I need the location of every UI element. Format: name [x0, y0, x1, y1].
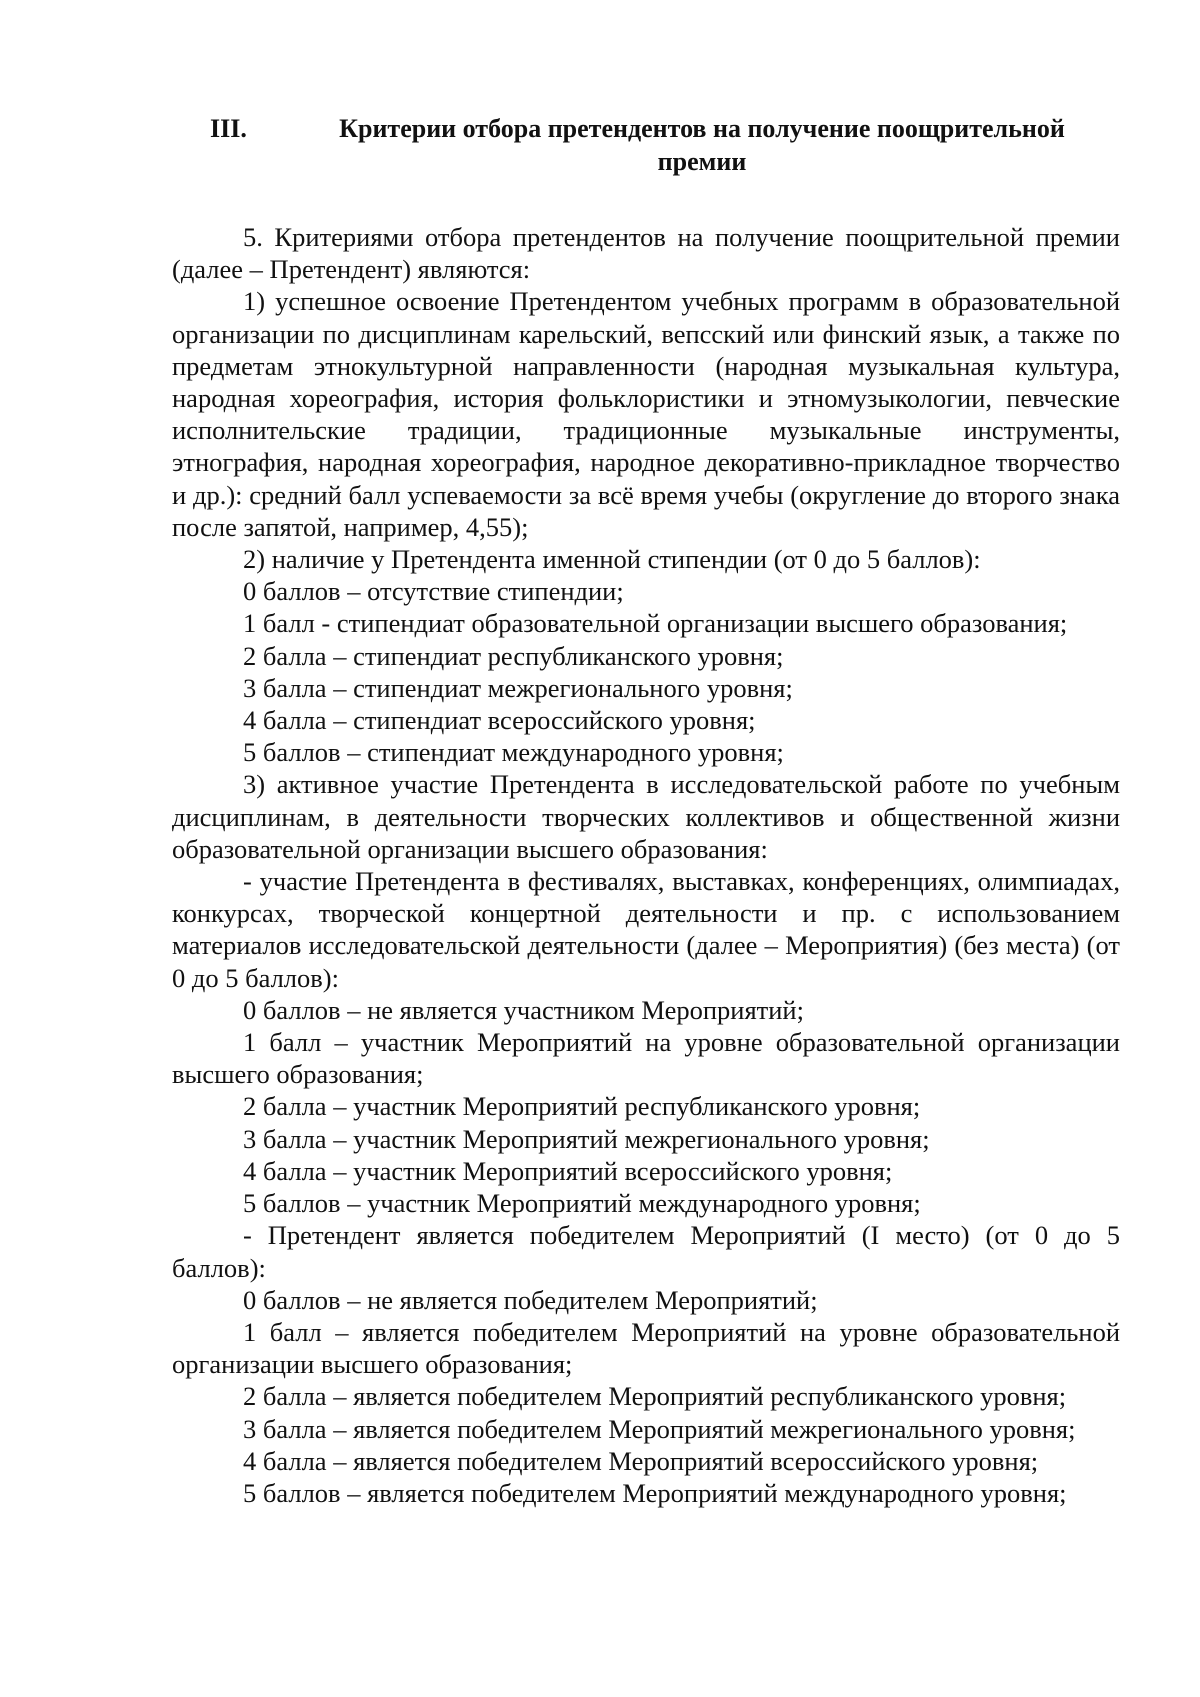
paragraph-winner: - Претендент является победителем Мероприятий (I место) (от 0 до 5 баллов): — [172, 1220, 1120, 1283]
section-heading — [172, 112, 1120, 178]
list-item: 0 баллов – не является победителем Мероприятий; — [243, 1284, 818, 1315]
section-title: Критерии отбора претендентов на получение поощрительной премии — [339, 114, 1065, 176]
list-item: 1 балл - стипендиат образовательной организации высшего образования; — [243, 608, 1068, 639]
list-item: 2 балла – стипендиат республиканского уровня; — [243, 640, 784, 671]
list-item: 3 балла – стипендиат межрегионального уровня; — [243, 672, 793, 703]
paragraph-criterion-3: 3) активное участие Претендента в исследовательской работе по учебным дисциплинам, в деятельности творческих коллективов и общественной жизни образовательной организации высшего образования: — [172, 769, 1120, 864]
paragraph-criteria-intro: 5. Критериями отбора претендентов на получение поощрительной премии (далее – Претендент) являются: — [172, 222, 1120, 285]
list-item: 4 балла – участник Мероприятий всероссийского уровня; — [243, 1155, 893, 1186]
document-page — [172, 112, 1120, 1509]
document-body — [172, 221, 1120, 1509]
list-item: 1 балл – является победителем Мероприятий на уровне образовательной организации высшего образования; — [172, 1316, 1120, 1380]
list-item: 5 баллов – является победителем Мероприятий международного уровня; — [243, 1477, 1067, 1508]
section-number: III. — [210, 114, 247, 143]
list-item: 4 балла – является победителем Мероприятий всероссийского уровня; — [243, 1445, 1039, 1476]
list-item: 4 балла – стипендиат всероссийского уровня; — [243, 705, 756, 736]
list-item: 2 балла – участник Мероприятий республиканского уровня; — [243, 1091, 921, 1122]
list-item: 0 баллов – отсутствие стипендии; — [243, 576, 624, 607]
list-item: 5 баллов – стипендиат международного уровня; — [243, 737, 784, 768]
paragraph-participation: - участие Претендента в фестивалях, выставках, конференциях, олимпиадах, конкурсах, творческой концертной деятельности и пр. с использованием материалов исследовательской деятельности (далее – Мероприятия) (без места) (от 0 до 5 баллов): — [172, 866, 1120, 993]
paragraph-criterion-2: 2) наличие у Претендента именной стипендии (от 0 до 5 баллов): — [243, 544, 981, 575]
list-item: 5 баллов – участник Мероприятий международного уровня; — [243, 1188, 921, 1219]
paragraph-criterion-1: 1) успешное освоение Претендентом учебных программ в образовательной организации по дисциплинам карельский, вепсский или финский язык, а также по предметам этнокультурной направленности (народная музыкальная культура, народная хореография, история фольклористики и этномузыкологии, певческие исполнительские традиции, традиционные музыкальные инструменты, этнография, народная хореография, народное декоративно-прикладное творчество и др.): средний балл успеваемости за всё время учебы (округление до второго знака после запятой, например, 4,55); — [172, 286, 1120, 542]
list-item: 2 балла – является победителем Мероприятий республиканского уровня; — [243, 1381, 1067, 1412]
list-item: 3 балла – участник Мероприятий межрегионального уровня; — [243, 1123, 930, 1154]
list-item: 1 балл – участник Мероприятий на уровне образовательной организации высшего образования; — [172, 1027, 1120, 1090]
list-item: 0 баллов – не является участником Мероприятий; — [243, 994, 804, 1025]
list-item: 3 балла – является победителем Мероприятий межрегионального уровня; — [243, 1413, 1076, 1444]
